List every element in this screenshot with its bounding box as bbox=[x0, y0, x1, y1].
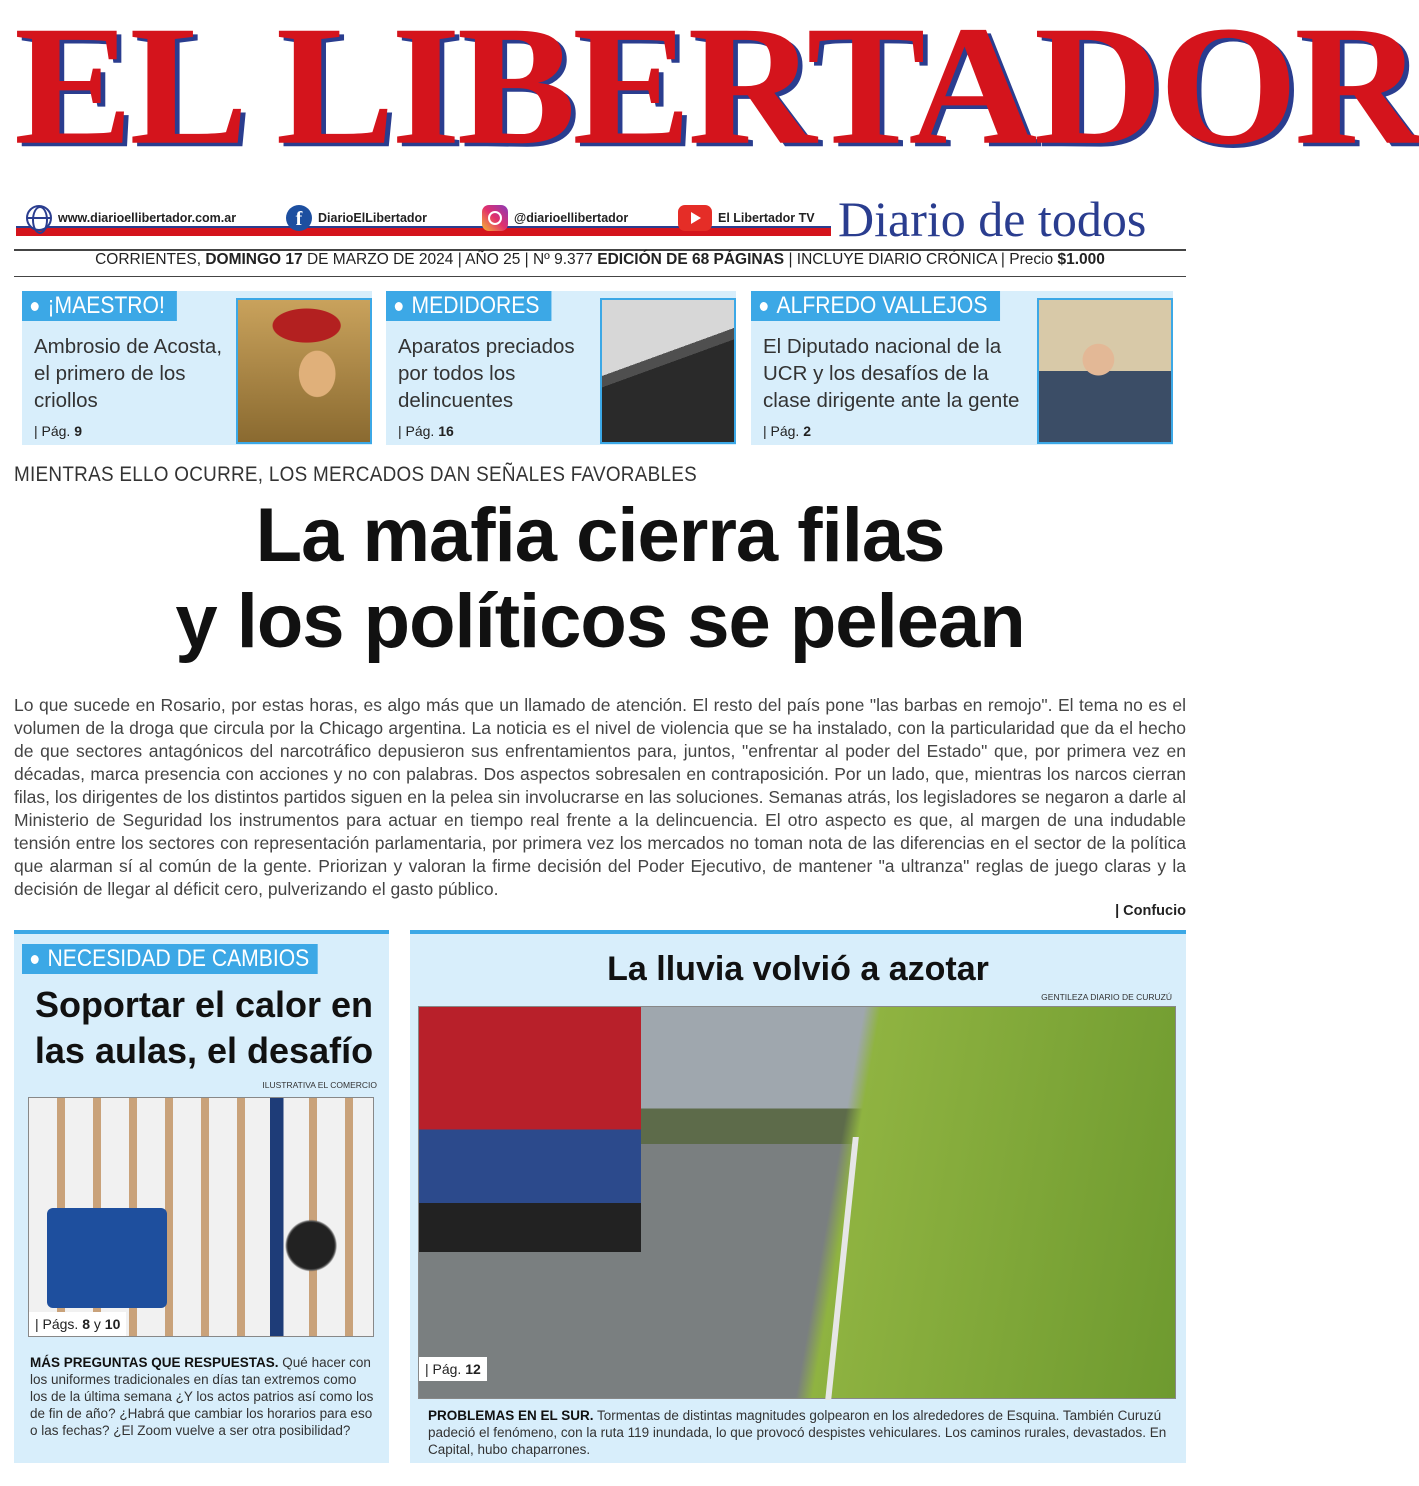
page-ref bbox=[763, 423, 811, 439]
page-label: | Pág. bbox=[763, 423, 800, 439]
teaser-medidores[interactable] bbox=[386, 291, 736, 445]
teaser-maestro[interactable] bbox=[22, 291, 372, 445]
page-label: | Pág. bbox=[34, 423, 71, 439]
page-ref bbox=[419, 1357, 487, 1381]
website-link[interactable] bbox=[26, 205, 236, 231]
dateline bbox=[0, 251, 1200, 269]
story-body bbox=[428, 1407, 1172, 1458]
meter-image bbox=[600, 298, 736, 444]
instagram-icon bbox=[482, 205, 508, 231]
story-rain[interactable] bbox=[410, 930, 1186, 1463]
teaser-kicker bbox=[22, 291, 177, 321]
website-label: www.diarioellibertador.com.ar bbox=[58, 211, 237, 225]
dateline-price: $1.000 bbox=[1057, 251, 1105, 268]
road-marking bbox=[825, 1137, 859, 1400]
page-number: 2 bbox=[803, 423, 812, 439]
portrait-image bbox=[236, 298, 372, 444]
bullet-icon bbox=[31, 302, 39, 311]
body-lead-label: PROBLEMAS EN EL SUR. bbox=[428, 1408, 594, 1423]
page-number: 12 bbox=[465, 1361, 481, 1377]
page-ref bbox=[29, 1312, 126, 1336]
facebook-link[interactable] bbox=[286, 205, 427, 231]
globe-icon bbox=[26, 205, 52, 231]
page-conjunction: y bbox=[93, 1316, 101, 1332]
main-headline[interactable] bbox=[0, 493, 1200, 665]
students-figure bbox=[47, 1208, 167, 1308]
story-body bbox=[30, 1354, 375, 1439]
newspaper-logo[interactable]: EL LIBERTADOR bbox=[14, 0, 1419, 181]
teaser-text: El Diputado nacional de la UCR y los desafíos de la clase dirigente ante la gente bbox=[763, 335, 1020, 412]
dateline-date: DE MARZO DE 2024 | AÑO 25 | Nº 9.377 bbox=[306, 251, 593, 268]
story-title: La lluvia volvió a azotar bbox=[607, 950, 989, 988]
story-kicker bbox=[22, 944, 318, 974]
youtube-icon bbox=[678, 205, 712, 231]
divider bbox=[14, 276, 1186, 277]
body-text: Tormentas de distintas magnitudes golpearon en los alrededores de Esquina. También Curuzú padeció el fenómeno, con la ruta 119 inundada, lo que provocó despistes vehiculares. Los caminos rurales, devastados. En Capital, hubo chaparrones. bbox=[428, 1408, 1167, 1457]
page-label: | Págs. bbox=[35, 1316, 79, 1332]
page-number: 9 bbox=[74, 423, 83, 439]
youtube-label: El Libertador TV bbox=[718, 211, 815, 225]
politician-image bbox=[1037, 298, 1173, 444]
instagram-label: @diarioellibertador bbox=[514, 211, 629, 225]
overline: MIENTRAS ELLO OCURRE, LOS MERCADOS DAN SEÑALES FAVORABLES bbox=[14, 463, 698, 486]
story-heat-classrooms[interactable] bbox=[14, 930, 389, 1463]
headline-line-2: y los políticos se pelean bbox=[175, 579, 1025, 664]
page-ref bbox=[398, 423, 454, 439]
page-number: 16 bbox=[438, 423, 454, 439]
masthead bbox=[0, 0, 1419, 250]
body-lead-label: MÁS PREGUNTAS QUE RESPUESTAS. bbox=[30, 1355, 279, 1370]
page-number: 10 bbox=[104, 1316, 121, 1332]
teaser-vallejos[interactable] bbox=[751, 291, 1173, 445]
main-lead: Lo que sucede en Rosario, por estas horas, es algo más que un llamado de atención. El resto del país pone "las barbas en remojo". El tema no es el volumen de la droga que circula por la Chicago argentina. La noticia es el nivel de violencia que se ha instalado, con la particularidad que da el hecho de que sectores antagónicos del narcotráfico depusieron sus enfrentamientos para, juntos, "enfrentar al poder del Estado" que, por primera vez en décadas, marca presencia con acciones y no con palabras. Dos aspectos sobresalen en contraposición. Por un lado, que, mientras los narcos cierran filas, los dirigentes de los distintos partidos siguen en la pelea sin involucrarse en las soluciones. Semanas atrás, los legisladores se negaron a darle al Ministerio de Seguridad los instrumentos para actuar en tiempo real frente a la delincuencia. El otro aspecto es que, al margen de una indudable tensión entre los sectores con representación parlamentaria, por primera vez los mercados no toman nota de las diferencias en el sector de la política que alarman sí al común de la gente. Priorizan y valoran la firme decisión del Poder Ejecutivo, de mantener "a ultranza" reglas de juego claras y la decisión de llegar al déficit cero, pulverizando el gasto público. bbox=[14, 695, 1186, 899]
flooded-road-photo bbox=[418, 1006, 1176, 1399]
photo-credit: ILUSTRATIVA EL COMERCIO bbox=[262, 1080, 377, 1090]
photo-credit: GENTILEZA DIARIO DE CURUZÚ bbox=[1041, 992, 1172, 1002]
dateline-edition: EDICIÓN DE 68 PÁGINAS bbox=[597, 251, 785, 268]
kicker-label: MEDIDORES bbox=[411, 292, 540, 319]
dateline-day: DOMINGO 17 bbox=[205, 251, 303, 268]
page-ref bbox=[34, 423, 82, 439]
facebook-label: DiarioElLibertador bbox=[318, 211, 428, 225]
dateline-includes: | INCLUYE DIARIO CRÓNICA | Precio bbox=[788, 251, 1054, 268]
classroom-photo bbox=[28, 1097, 374, 1337]
page-label: | Pág. bbox=[398, 423, 435, 439]
kicker-label: ¡MAESTRO! bbox=[47, 292, 165, 319]
author-byline: | Confucio bbox=[1115, 903, 1186, 919]
headline-line-1: La mafia cierra filas bbox=[255, 493, 945, 578]
story-title: Soportar el calor en las aulas, el desafío bbox=[34, 984, 374, 1071]
page-label: | Pág. bbox=[425, 1361, 462, 1377]
dateline-city: CORRIENTES, bbox=[95, 251, 202, 268]
bullet-icon bbox=[31, 955, 39, 964]
facebook-icon: f bbox=[286, 205, 312, 231]
youtube-link[interactable] bbox=[678, 205, 815, 231]
truck-figure bbox=[419, 1007, 641, 1252]
instagram-link[interactable] bbox=[482, 205, 628, 231]
teaser-text: Aparatos preciados por todos los delincuentes bbox=[398, 335, 575, 412]
kicker-label: ALFREDO VALLEJOS bbox=[776, 292, 988, 319]
kicker-label: NECESIDAD DE CAMBIOS bbox=[47, 945, 310, 972]
teaser-text: Ambrosio de Acosta, el primero de los criollos bbox=[34, 335, 223, 412]
teaser-kicker bbox=[386, 291, 552, 321]
tagline: Diario de todos bbox=[838, 191, 1147, 247]
page-number: 8 bbox=[82, 1316, 91, 1332]
bullet-icon bbox=[395, 302, 403, 311]
bullet-icon bbox=[760, 302, 768, 311]
body-text: Qué hacer con los uniformes tradicionales en días tan extremos como los de la última semana ¿Y los actos patrios así como los de fin de año? ¿Habrá que cambiar los horarios para eso o las fechas? ¿El Zoom vuelve a ser otra posibilidad? bbox=[30, 1355, 374, 1438]
teaser-kicker bbox=[751, 291, 1000, 321]
